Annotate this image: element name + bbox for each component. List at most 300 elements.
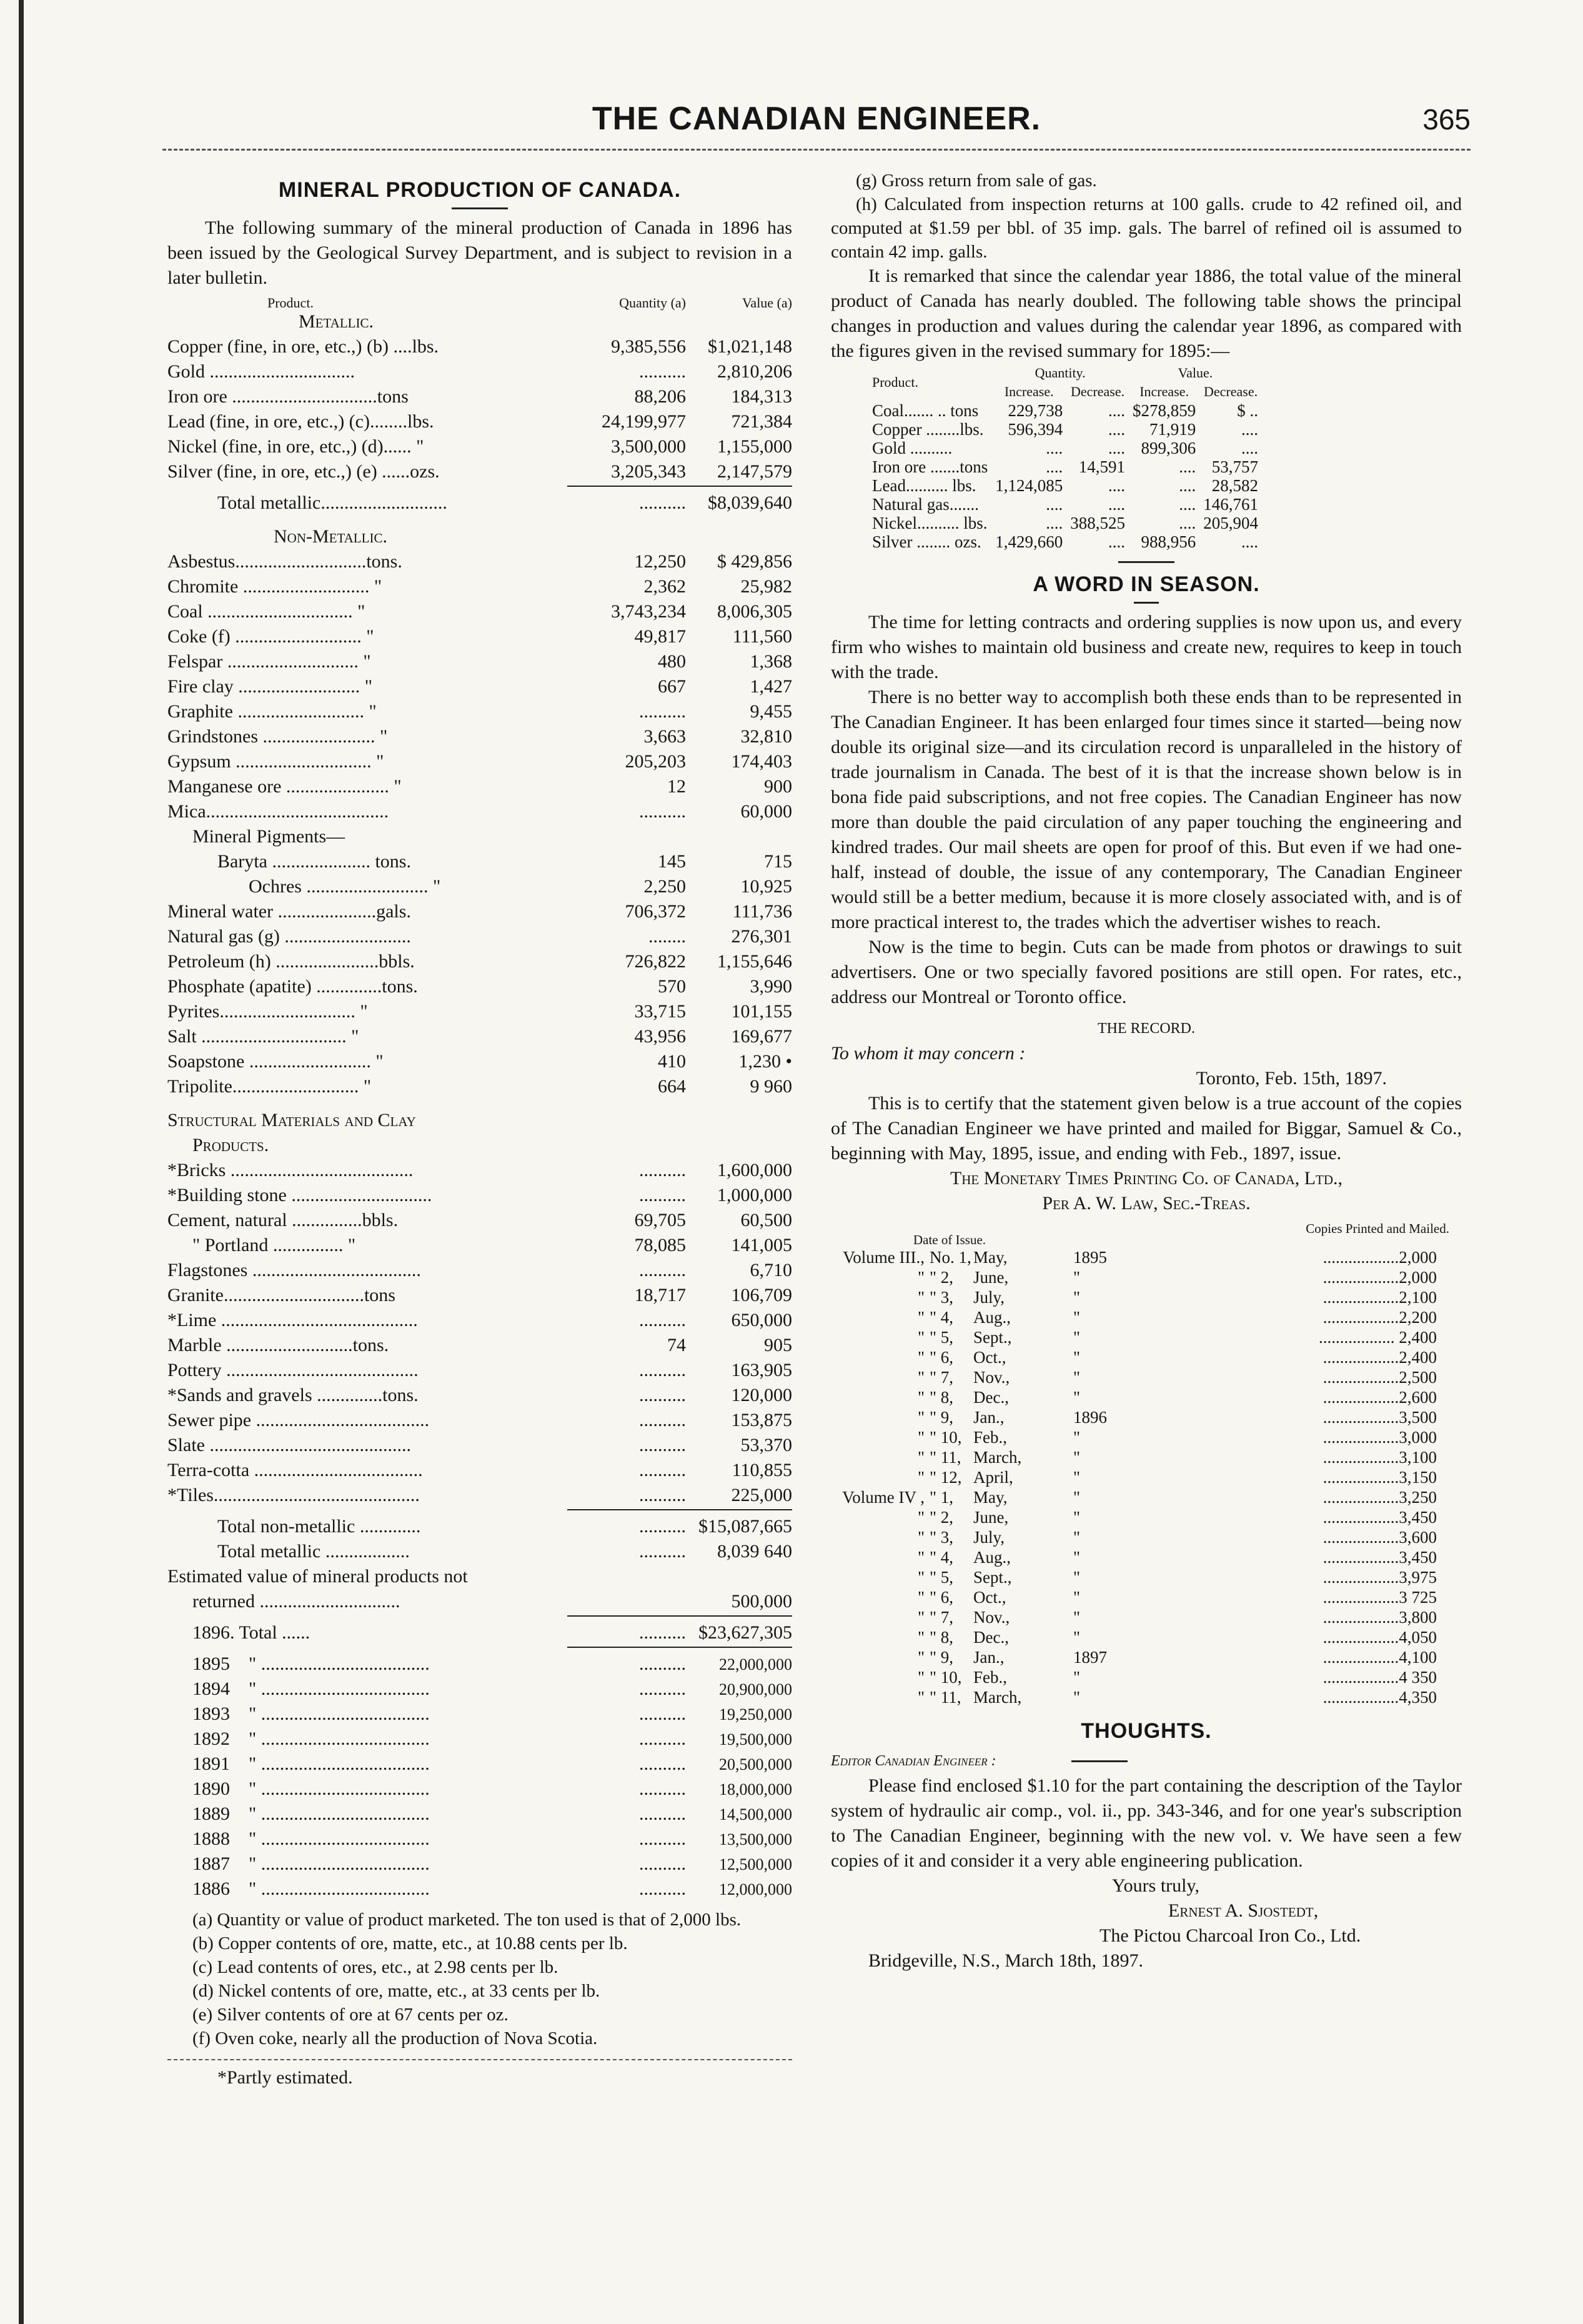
history-dots: " .................................... <box>249 1753 430 1774</box>
value-cell: 1,000,000 <box>717 1185 792 1205</box>
record-row <box>831 1647 1462 1667</box>
nonmetallic-row <box>167 699 792 724</box>
record-month: Nov., <box>973 1608 1010 1627</box>
value-cell: 650,000 <box>731 1310 792 1330</box>
record-row <box>831 1367 1462 1387</box>
changes-cell: 229,738 <box>1008 401 1063 420</box>
record-copies: ..................2,000 <box>1322 1268 1437 1287</box>
quantity-cell: .......... <box>639 1541 686 1562</box>
history-dots: " .................................... <box>249 1778 430 1799</box>
product-label: Ochres .......................... " <box>249 876 441 897</box>
nonmetallic-row <box>167 949 792 974</box>
changes-cell: Silver ........ ozs. <box>872 532 981 551</box>
record-volume: " <box>917 1288 925 1307</box>
quantity-cell: 205,203 <box>625 751 686 772</box>
product-label: Asbestus............................tons. <box>167 551 402 572</box>
value-cell: 8,039 640 <box>717 1541 792 1562</box>
value-cell: 111,560 <box>732 626 792 647</box>
record-copies: ..................3,500 <box>1322 1408 1437 1427</box>
changes-cell: Iron ore .......tons <box>872 457 988 476</box>
changes-col-product: Product. <box>872 374 918 390</box>
record-date: Toronto, Feb. 15th, 1897. <box>1196 1068 1387 1089</box>
quantity-cell: 43,956 <box>634 1026 686 1047</box>
nonmetallic-rows <box>167 549 792 1099</box>
record-rows <box>831 1247 1462 1707</box>
record-number: " 5, <box>930 1568 954 1587</box>
record-row <box>831 1687 1462 1707</box>
record-month: May, <box>973 1488 1008 1507</box>
history-q: .......... <box>639 1753 686 1774</box>
history-year: 1889 <box>192 1803 230 1824</box>
changes-cell: Natural gas....... <box>872 495 979 514</box>
thoughts-company: The Pictou Charcoal Iron Co., Ltd. <box>1099 1925 1361 1946</box>
changes-col-q-dec: Decrease. <box>1071 384 1125 399</box>
record-volume: " <box>917 1608 925 1627</box>
record-year: " <box>1073 1548 1081 1567</box>
record-row <box>831 1427 1462 1447</box>
record-year: " <box>1073 1388 1081 1407</box>
changes-row <box>868 514 1262 532</box>
footnote-rule <box>167 2059 792 2060</box>
record-copies: ..................2,000 <box>1322 1248 1437 1267</box>
history-value: 20,500,000 <box>719 1755 792 1773</box>
value-cell: 101,155 <box>731 1001 792 1022</box>
value-cell: 163,905 <box>731 1360 792 1380</box>
record-year: 1897 <box>1073 1648 1107 1667</box>
record-number: " 1, <box>930 1488 954 1507</box>
nonmetallic-row <box>167 924 792 949</box>
changes-cell: Lead.......... lbs. <box>872 476 976 495</box>
sum-rule <box>567 486 792 491</box>
record-title: THE RECORD. <box>1098 1020 1195 1037</box>
record-number: No. 1, <box>930 1248 971 1267</box>
value-cell: 900 <box>764 776 792 797</box>
product-label: Pyrites............................. " <box>167 1001 368 1022</box>
sum-rule <box>567 1615 792 1620</box>
record-copies: ..................4,100 <box>1322 1648 1437 1667</box>
value-cell: 500,000 <box>731 1591 792 1612</box>
col-quantity: Quantity (a) <box>619 295 686 311</box>
changes-cell: $ .. <box>1237 401 1258 420</box>
thoughts-name: Ernest A. Sjostedt, <box>1168 1900 1319 1921</box>
history-row <box>167 1827 792 1852</box>
total-row <box>167 1514 792 1539</box>
word-paragraph-1: The time for letting contracts and ordering supplies is now upon us, and every firm who wishes to maintain old business and create new, requires to keep in touch with the trade. <box>831 612 1462 682</box>
product-label: " Portland ............... " <box>192 1235 356 1255</box>
product-label: returned .............................. <box>192 1591 400 1612</box>
record-month: July, <box>973 1288 1005 1307</box>
structural-row <box>167 1233 792 1258</box>
product-label: *Building stone .............................. <box>167 1185 432 1205</box>
changes-cell: 988,956 <box>1141 532 1196 551</box>
footnote-item: (a) Quantity or value of product marketed. The ton used is that of 2,000 lbs. <box>192 1910 742 1930</box>
record-copies: ..................4,050 <box>1322 1628 1437 1647</box>
changes-row <box>868 457 1262 476</box>
value-cell: 153,875 <box>731 1410 792 1430</box>
product-label: Mica....................................... <box>167 801 389 822</box>
record-year: " <box>1073 1568 1081 1587</box>
footnote-item: (b) Copper contents of ore, matte, etc., at 10.88 cents per lb. <box>192 1933 628 1953</box>
quantity-cell: 12 <box>667 776 686 797</box>
quantity-cell: 3,205,343 <box>611 461 686 482</box>
quantity-cell: .......... <box>639 1516 686 1537</box>
record-year: " <box>1073 1268 1081 1287</box>
record-volume: " <box>917 1408 925 1427</box>
col-product: Product. <box>267 295 314 311</box>
value-cell: 120,000 <box>731 1385 792 1405</box>
record-year: " <box>1073 1448 1081 1467</box>
structural-row <box>167 1158 792 1183</box>
record-copies: ..................3,800 <box>1322 1608 1437 1627</box>
record-copies: ..................3,000 <box>1322 1428 1437 1447</box>
quantity-cell: 706,372 <box>625 901 686 922</box>
changes-cell: .... <box>1046 439 1063 457</box>
nonmetallic-row <box>167 599 792 624</box>
quantity-cell: .......... <box>639 701 686 722</box>
history-q: .......... <box>639 1853 686 1874</box>
product-label: Gold ............................... <box>167 361 355 382</box>
quantity-cell: 24,199,977 <box>602 411 686 432</box>
record-number: " 9, <box>930 1408 954 1427</box>
nonmetallic-row <box>167 624 792 649</box>
history-year: 1890 <box>192 1778 230 1799</box>
page-number: 365 <box>1422 103 1471 136</box>
product-label: Copper (fine, in ore, etc.,) (b) ....lbs. <box>167 336 439 357</box>
record-copies: ..................3,150 <box>1322 1468 1437 1487</box>
record-month: Feb., <box>973 1428 1007 1447</box>
record-row <box>831 1287 1462 1307</box>
value-cell: 1,155,000 <box>717 436 792 457</box>
value-cell: $15,087,665 <box>698 1516 792 1537</box>
history-dots: " .................................... <box>249 1703 430 1724</box>
value-cell: $1,021,148 <box>708 336 792 357</box>
record-volume: " <box>917 1508 925 1527</box>
history-value: 19,500,000 <box>719 1730 792 1748</box>
product-label: *Sands and gravels ..............tons. <box>167 1385 419 1405</box>
nonmetallic-row <box>167 974 792 999</box>
history-label <box>167 1852 580 1877</box>
sum-rule <box>567 1509 792 1514</box>
record-copies: ..................3,450 <box>1322 1548 1437 1567</box>
footnote-item: (c) Lead contents of ores, etc., at 2.98 cents per lb. <box>192 1957 558 1977</box>
quantity-cell: .......... <box>639 361 686 382</box>
quantity-cell: .......... <box>639 1435 686 1455</box>
record-number: " 12, <box>930 1468 962 1487</box>
record-row <box>831 1627 1462 1647</box>
changes-cell: .... <box>1179 457 1196 476</box>
history-rows <box>167 1652 792 1902</box>
quantity-cell: .......... <box>639 1360 686 1380</box>
record-row <box>831 1407 1462 1427</box>
nonmetallic-row <box>167 1024 792 1049</box>
total-metallic-v: $8,039,640 <box>708 492 792 513</box>
partly-estimated-note: *Partly estimated. <box>217 2067 353 2088</box>
history-year: 1895 <box>192 1653 230 1674</box>
quantity-cell: 3,500,000 <box>611 436 686 457</box>
record-volume: " <box>917 1428 925 1447</box>
changes-row <box>868 476 1262 495</box>
structural-row <box>167 1458 792 1483</box>
record-month: Aug., <box>973 1548 1011 1567</box>
changes-cell: .... <box>1241 532 1258 551</box>
record-number: " 8, <box>930 1628 954 1647</box>
record-volume: " <box>917 1528 925 1547</box>
product-label: Gypsum ............................. " <box>167 751 384 772</box>
total-metallic-label: Total metallic........................... <box>217 492 447 513</box>
nonmetallic-row <box>167 749 792 774</box>
changes-row <box>868 532 1262 551</box>
record-volume: " <box>917 1388 925 1407</box>
record-year: " <box>1073 1348 1081 1367</box>
history-value: 12,000,000 <box>719 1880 792 1898</box>
value-cell: 715 <box>764 851 792 872</box>
quantity-cell: 69,705 <box>634 1210 686 1230</box>
thoughts-title: THOUGHTS. <box>1081 1719 1212 1743</box>
record-row <box>831 1447 1462 1467</box>
total-row <box>167 1539 792 1564</box>
record-copies: ..................4,350 <box>1322 1688 1437 1707</box>
history-label <box>167 1677 580 1702</box>
history-row <box>167 1802 792 1827</box>
record-month: June, <box>973 1508 1009 1527</box>
quantity-cell: 145 <box>658 851 686 872</box>
grand-total-v: $23,627,305 <box>698 1622 792 1643</box>
record-month: Jan., <box>973 1648 1005 1667</box>
history-q: .......... <box>639 1678 686 1699</box>
value-cell: 60,500 <box>740 1210 792 1230</box>
product-label: Granite..............................tons <box>167 1285 395 1305</box>
changes-row <box>868 495 1262 514</box>
record-year: " <box>1073 1688 1081 1707</box>
product-label: Soapstone .......................... " <box>167 1051 384 1072</box>
history-label <box>167 1802 580 1827</box>
total-row <box>167 1589 792 1614</box>
nonmetallic-row <box>167 799 792 824</box>
history-year: 1892 <box>192 1728 230 1749</box>
nonmetallic-row <box>167 674 792 699</box>
history-q: .......... <box>639 1728 686 1749</box>
product-label: Marble ...........................tons. <box>167 1335 389 1355</box>
col-value: Value (a) <box>742 295 792 311</box>
product-label: Silver (fine, in ore, etc.,) (e) ......ozs. <box>167 461 440 482</box>
record-number: " 8, <box>930 1388 954 1407</box>
product-label: Estimated value of mineral products not <box>167 1566 468 1587</box>
changes-cell: 1,124,085 <box>995 476 1063 495</box>
record-month: Dec., <box>973 1388 1009 1407</box>
history-year: 1894 <box>192 1678 230 1699</box>
record-number: " 3, <box>930 1288 954 1307</box>
remark-paragraph: It is remarked that since the calendar year 1886, the total value of the mineral product of Canada has nearly doubled. The following table shows the principal changes in production and values during the calendar year 1896, as compared with the figures given in the revised summary for 1895:— <box>831 266 1462 361</box>
record-month: Sept., <box>973 1328 1012 1347</box>
record-number: " 6, <box>930 1588 954 1607</box>
history-value: 20,900,000 <box>719 1680 792 1698</box>
changes-row <box>868 420 1262 439</box>
quantity-cell: .......... <box>639 801 686 822</box>
product-label: Nickel (fine, in ore, etc.,) (d)...... " <box>167 436 424 457</box>
metallic-row <box>167 459 792 484</box>
quantity-cell: .......... <box>639 1260 686 1280</box>
record-row <box>831 1247 1462 1267</box>
changes-cell: .... <box>1046 495 1063 514</box>
mineral-intro: The following summary of the mineral production of Canada in 1896 has been issued by the Geological Survey Department, and is subject to revision in a later bulletin. <box>167 217 792 288</box>
product-label: Slate ........................................... <box>167 1435 411 1455</box>
record-month: July, <box>973 1528 1005 1547</box>
record-year: " <box>1073 1488 1081 1507</box>
history-row <box>167 1877 792 1902</box>
changes-cell: .... <box>1046 457 1063 476</box>
total-metallic-q: .......... <box>639 492 686 513</box>
history-value: 14,500,000 <box>719 1805 792 1823</box>
record-number: " 3, <box>930 1528 954 1547</box>
history-row <box>167 1777 792 1802</box>
record-col-date: Date of Issue. <box>913 1232 986 1247</box>
quantity-cell: .......... <box>639 1185 686 1205</box>
changes-col-v-inc: Increase. <box>1139 384 1189 399</box>
history-label <box>167 1777 580 1802</box>
nonmetallic-row <box>167 724 792 749</box>
product-label: Chromite ........................... " <box>167 576 382 597</box>
product-label: Phosphate (apatite) ..............tons. <box>167 976 418 997</box>
changes-col-quantity: Quantity. <box>1035 365 1086 381</box>
product-label: Baryta ..................... tons. <box>217 851 411 872</box>
history-label <box>167 1652 580 1677</box>
record-row <box>831 1347 1462 1367</box>
structural-rows <box>167 1158 792 1508</box>
footnote-item: (d) Nickel contents of ore, matte, etc., at 33 cents per lb. <box>192 1981 600 2001</box>
thoughts-paragraph: Please find enclosed $1.10 for the part containing the description of the Taylor system of hydraulic air comp., vol. ii., pp. 343-346, and for one year's subscription to The Canadian Engineer, beginning with the new vol. v. We have seen a few copies of it and consider it a very able engineering publication. <box>831 1775 1462 1871</box>
changes-row <box>868 439 1262 457</box>
record-volume: " <box>917 1368 925 1387</box>
record-copies: ..................3,250 <box>1322 1488 1437 1507</box>
record-month: Feb., <box>973 1668 1007 1687</box>
word-paragraph-3: Now is the time to begin. Cuts can be made from photos or drawings to suit advertisers. One or two specially favored positions are still open. For rates, etc., address our Montreal or Toronto office. <box>831 937 1462 1007</box>
quantity-cell: 2,362 <box>643 576 686 597</box>
structural-row <box>167 1308 792 1333</box>
record-copies: ..................2,400 <box>1322 1348 1437 1367</box>
value-cell: 1,600,000 <box>717 1160 792 1180</box>
record-number: " 7, <box>930 1368 954 1387</box>
history-label <box>167 1827 580 1852</box>
record-month: June, <box>973 1268 1009 1287</box>
value-cell: 1,427 <box>750 676 792 697</box>
footnote-item: (e) Silver contents of ore at 67 cents per oz. <box>192 2005 509 2025</box>
record-volume: " <box>917 1628 925 1647</box>
product-label: Salt ............................... " <box>167 1026 359 1047</box>
page-header <box>162 100 1471 150</box>
record-year: " <box>1073 1608 1081 1627</box>
metallic-row <box>167 334 792 359</box>
record-number: " 5, <box>930 1328 954 1347</box>
changes-cell: .... <box>1108 495 1125 514</box>
record-table-header <box>831 1221 1462 1247</box>
changes-cell: .... <box>1179 495 1196 514</box>
changes-col-value: Value. <box>1178 365 1213 381</box>
record-volume: Volume III., <box>843 1248 925 1267</box>
record-copies: ..................3,100 <box>1322 1448 1437 1467</box>
section-rule <box>1118 561 1174 563</box>
metallic-row <box>167 359 792 384</box>
record-year: " <box>1073 1308 1081 1327</box>
quantity-cell: 570 <box>658 976 686 997</box>
history-label <box>167 1702 580 1727</box>
history-year: 1893 <box>192 1703 230 1724</box>
structural-row <box>167 1408 792 1433</box>
record-volume: " <box>917 1668 925 1687</box>
record-volume: " <box>917 1588 925 1607</box>
nonmetallic-row <box>167 849 792 874</box>
record-row <box>831 1267 1462 1287</box>
value-cell: $ 429,856 <box>717 551 792 572</box>
quantity-cell: 88,206 <box>634 386 686 407</box>
quantity-cell: .......... <box>639 1460 686 1480</box>
history-row <box>167 1677 792 1702</box>
history-value: 12,500,000 <box>719 1855 792 1873</box>
metallic-row <box>167 409 792 434</box>
history-row <box>167 1752 792 1777</box>
history-q: .......... <box>639 1778 686 1799</box>
record-number: " 9, <box>930 1648 954 1667</box>
page-edge-rule <box>19 0 24 2324</box>
record-volume: " <box>917 1268 925 1287</box>
value-cell: 110,855 <box>732 1460 792 1480</box>
value-cell: 184,313 <box>731 386 792 407</box>
value-cell: 1,230 • <box>738 1051 792 1072</box>
record-row <box>831 1527 1462 1547</box>
product-label: Natural gas (g) ........................... <box>167 926 411 947</box>
record-col-copies: Copies Printed and Mailed. <box>1306 1221 1449 1236</box>
record-month: Jan., <box>973 1408 1005 1427</box>
product-label: Cement, natural ...............bbls. <box>167 1210 399 1230</box>
value-cell: 10,925 <box>740 876 792 897</box>
total-row <box>167 1564 792 1589</box>
metallic-heading: Metallic. <box>299 311 374 332</box>
quantity-cell: 33,715 <box>634 1001 686 1022</box>
value-cell: 169,677 <box>731 1026 792 1047</box>
record-year: 1895 <box>1073 1248 1107 1267</box>
record-year: " <box>1073 1588 1081 1607</box>
record-volume: Volume IV , <box>842 1488 925 1507</box>
grand-total-q: .......... <box>639 1622 686 1643</box>
product-label: Total metallic .................. <box>217 1541 410 1562</box>
product-label: Graphite ........................... " <box>167 701 377 722</box>
editor-rule <box>1071 1760 1128 1762</box>
product-label: Coal ............................... " <box>167 601 365 622</box>
record-number: " 11, <box>930 1688 961 1707</box>
value-cell: 905 <box>764 1335 792 1355</box>
grand-total-label: 1896. Total ...... <box>192 1622 310 1643</box>
header-rule <box>162 149 1471 151</box>
quantity-cell: .......... <box>639 1160 686 1180</box>
record-year: " <box>1073 1528 1081 1547</box>
word-paragraph-2: There is no better way to accomplish both these ends than to be represented in The Canadian Engineer. It has been enlarged four times since it started—being now double its original size—and its circulation record is unparalleled in the history of trade journalism in Canada. The best of it is that the increase shown below is in bona fide paid subscriptions, and not free copies. The Canadian Engineer has now more than double the paid circulation of any paper touching the engineering and kindred trades. Our mail sheets are open for proof of this. But even if we had one-half, instead of double, the issue of any contemporary, The Canadian Engineer would still be a better medium, because it is more closely associated with, and is of more practical interest to, the trades which the advertiser wishes to reach. <box>831 687 1462 932</box>
record-row <box>831 1587 1462 1607</box>
history-q: .......... <box>639 1878 686 1899</box>
record-volume: " <box>917 1688 925 1707</box>
quantity-cell: 2,250 <box>643 876 686 897</box>
history-value: 13,500,000 <box>719 1830 792 1848</box>
record-month: March, <box>973 1448 1022 1467</box>
history-row <box>167 1702 792 1727</box>
changes-cell: 1,429,660 <box>995 532 1063 551</box>
product-label: *Tiles............................................ <box>167 1485 420 1505</box>
value-cell: 3,990 <box>750 976 792 997</box>
sum-rule <box>567 1647 792 1652</box>
nonmetallic-row <box>167 1049 792 1074</box>
record-month: Oct., <box>973 1588 1006 1607</box>
value-cell: 32,810 <box>740 726 792 747</box>
nonmetallic-row <box>167 549 792 574</box>
record-year: " <box>1073 1288 1081 1307</box>
